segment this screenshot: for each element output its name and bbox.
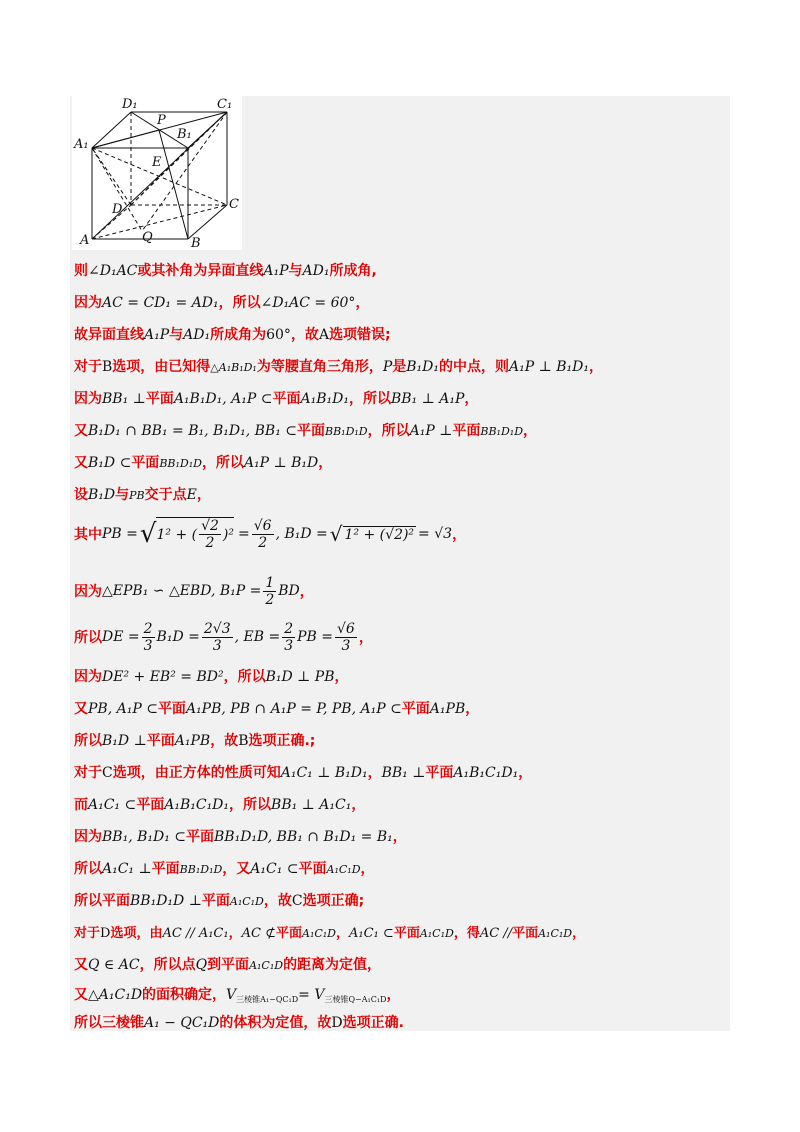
solution-line-22: 又△A₁C₁D的面积确定，$V_{三棱锥A_1-QC_1D}= V_{三棱锥Q-A_1C_1D}$， (74, 987, 401, 1004)
label-c: C (229, 197, 239, 212)
label-d: D (112, 202, 123, 217)
solution-line-7: 又B₁D ⊂平面BB₁D₁D，所以A₁P ⊥ B₁D， (74, 455, 333, 471)
solution-line-19: 所以平面BB₁D₁D ⊥平面A₁C₁D，故C选项正确; (74, 893, 365, 909)
label-a: A (80, 233, 90, 248)
solution-line-13: 又PB, A₁P ⊂平面A₁PB, PB ∩ A₁P = P, PB, A₁P ⊂平面A₁PB， (74, 701, 480, 717)
solution-line-3: 故异面直线A₁P与AD₁所成角为60°，故A选项错误; (74, 327, 391, 343)
label-b: B (191, 236, 201, 250)
label-d1: D₁ (122, 97, 138, 112)
solution-line-21: 又Q ∈ AC，所以点Q到平面A₁C₁D的距离为定值， (74, 957, 382, 973)
solution-line-10: 因为 △EPB₁ ∽ △EBD, B₁P = $\frac{1}{2}$ BD ， (74, 574, 314, 608)
solution-line-12: 因为DE² + EB² = BD²，所以B₁D ⊥ PB， (74, 669, 349, 685)
label-b1: B₁ (177, 127, 192, 142)
solution-line-17: 因为BB₁, B₁D₁ ⊂平面BB₁D₁D, BB₁ ∩ B₁D₁ = B₁， (74, 829, 407, 845)
sqrt-radicand: 1² + ( $\frac{√2}{2}$ )² (156, 518, 234, 551)
label-c1: C₁ (217, 97, 233, 112)
solution-line-8: 设B₁D与PB交于点E， (74, 487, 211, 503)
solution-line-11: 所以 DE = $\frac{2}{3}$ B₁D = $\frac{2√3}{3}$ , EB = $\frac{2}{3}$ PB = $\frac{√6}{3}$ ， (74, 620, 373, 654)
solution-line-18: 所以A₁C₁ ⊥平面BB₁D₁D，又A₁C₁ ⊂平面A₁C₁D， (74, 861, 375, 877)
solution-line-9: 其中 PB = √ 1² + ( $\frac{√2}{2}$ )² = $\frac{√6}{2}$ , B₁D = √ 1² + (√2)² = √3 ， (74, 517, 467, 551)
solution-line-16: 而A₁C₁ ⊂平面A₁B₁C₁D₁，所以BB₁ ⊥ A₁C₁， (74, 797, 366, 813)
solution-line-2: 因为AC = CD₁ = AD₁，所以∠D₁AC = 60°， (74, 295, 370, 311)
solution-line-14: 所以B₁D ⊥平面A₁PB，故B选项正确.; (74, 733, 316, 749)
solution-line-1: 则∠D₁AC或其补角为异面直线A₁P与AD₁所成角, (74, 263, 377, 279)
solution-line-5: 因为BB₁ ⊥平面A₁B₁D₁, A₁P ⊂平面A₁B₁D₁，所以BB₁ ⊥ A₁P， (74, 391, 479, 407)
cube-figure (72, 96, 242, 250)
solution-line-20: 对于D选项，由AC // A₁C₁，AC ⊄平面A₁C₁D，A₁C₁ ⊂平面A₁C₁D，得AC //平面A₁C₁D， (74, 926, 586, 941)
solution-line-4: 对于B选项，由已知得△A₁B₁D₁为等腰直角三角形，P是B₁D₁的中点，则A₁P ⊥ B₁D₁， (74, 359, 603, 375)
cube-diagram (72, 96, 242, 250)
solution-line-15: 对于C选项，由正方体的性质可知A₁C₁ ⊥ B₁D₁，BB₁ ⊥平面A₁B₁C₁D₁， (74, 765, 533, 781)
label-p: P (157, 113, 166, 128)
label-a1: A₁ (74, 137, 89, 152)
label-e: E (152, 155, 162, 170)
solution-line-23: 所以三棱锥A₁ − QC₁D的体积为定值，故D选项正确. (74, 1015, 404, 1031)
label-q: Q (142, 230, 153, 245)
sqrt-sign: √ (139, 519, 157, 549)
solution-line-6: 又B₁D₁ ∩ BB₁ = B₁, B₁D₁, BB₁ ⊂平面BB₁D₁D，所以A₁P ⊥平面BB₁D₁D， (74, 423, 538, 439)
